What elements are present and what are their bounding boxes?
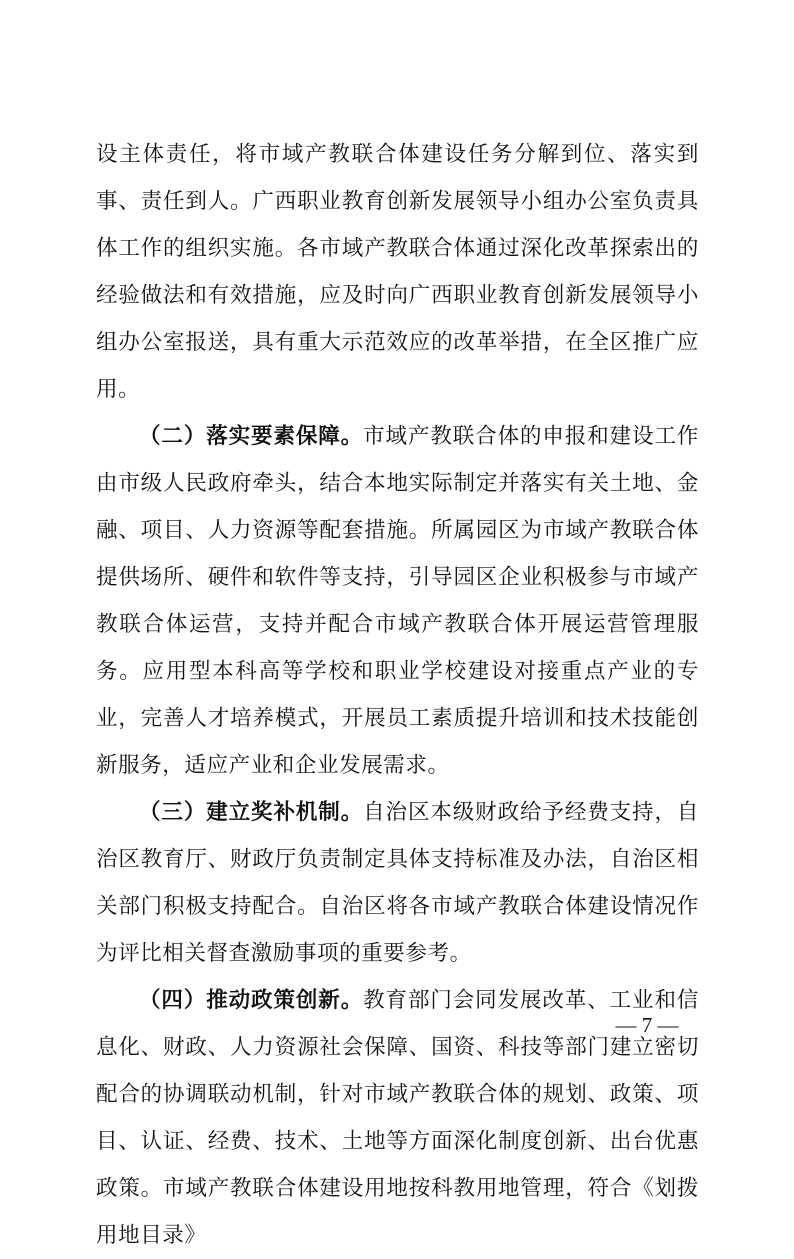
document-page — [96, 131, 699, 1259]
section-paragraph-3 — [96, 789, 699, 977]
page-number: — 7 — — [615, 1013, 679, 1037]
section-heading: （三）建立奖补机制。 — [139, 800, 364, 825]
paragraph-continuation — [96, 131, 699, 413]
paragraph-text: 市域产教联合体的申报和建设工作由市级人民政府牵头，结合本地实际制定并落实有关土地、金融、项目、人力资源等配套措施。所属园区为市域产教联合体提供场所、硬件和软件等支持，引导园区企业积极参与市域产教联合体运营，支持并配合市域产教联合体开展运营管理服务。应用型本科高等学校和职业学校建设对接重点产业的专业，完善人才培养模式，开展员工素质提升培训和技术技能创新服务，适应产业和企业发展需求。 — [96, 424, 699, 778]
section-heading: （二）落实要素保障。 — [139, 424, 364, 449]
section-heading: （四）推动政策创新。 — [139, 988, 364, 1013]
section-paragraph-2 — [96, 413, 699, 789]
paragraph-text: 设主体责任，将市域产教联合体建设任务分解到位、落实到事、责任到人。广西职业教育创新发展领导小组办公室负责具体工作的组织实施。各市域产教联合体通过深化改革探索出的经验做法和有效措施，应及时向广西职业教育创新发展领导小组办公室报送，具有重大示范效应的改革举措，在全区推广应用。 — [96, 142, 699, 402]
paragraph-text: 自治区本级财政给予经费支持，自治区教育厅、财政厅负责制定具体支持标准及办法，自治区相关部门积极支持配合。自治区将各市域产教联合体建设情况作为评比相关督查激励事项的重要参考。 — [96, 800, 699, 966]
paragraph-text: 教育部门会同发展改革、工业和信息化、财政、人力资源社会保障、国资、科技等部门建立密切配合的协调联动机制，针对市域产教联合体的规划、政策、项目、认证、经费、技术、土地等方面深化制度创新、出台优惠政策。市域产教联合体建设用地按科教用地管理，符合《划拨用地目录》 — [96, 988, 699, 1248]
